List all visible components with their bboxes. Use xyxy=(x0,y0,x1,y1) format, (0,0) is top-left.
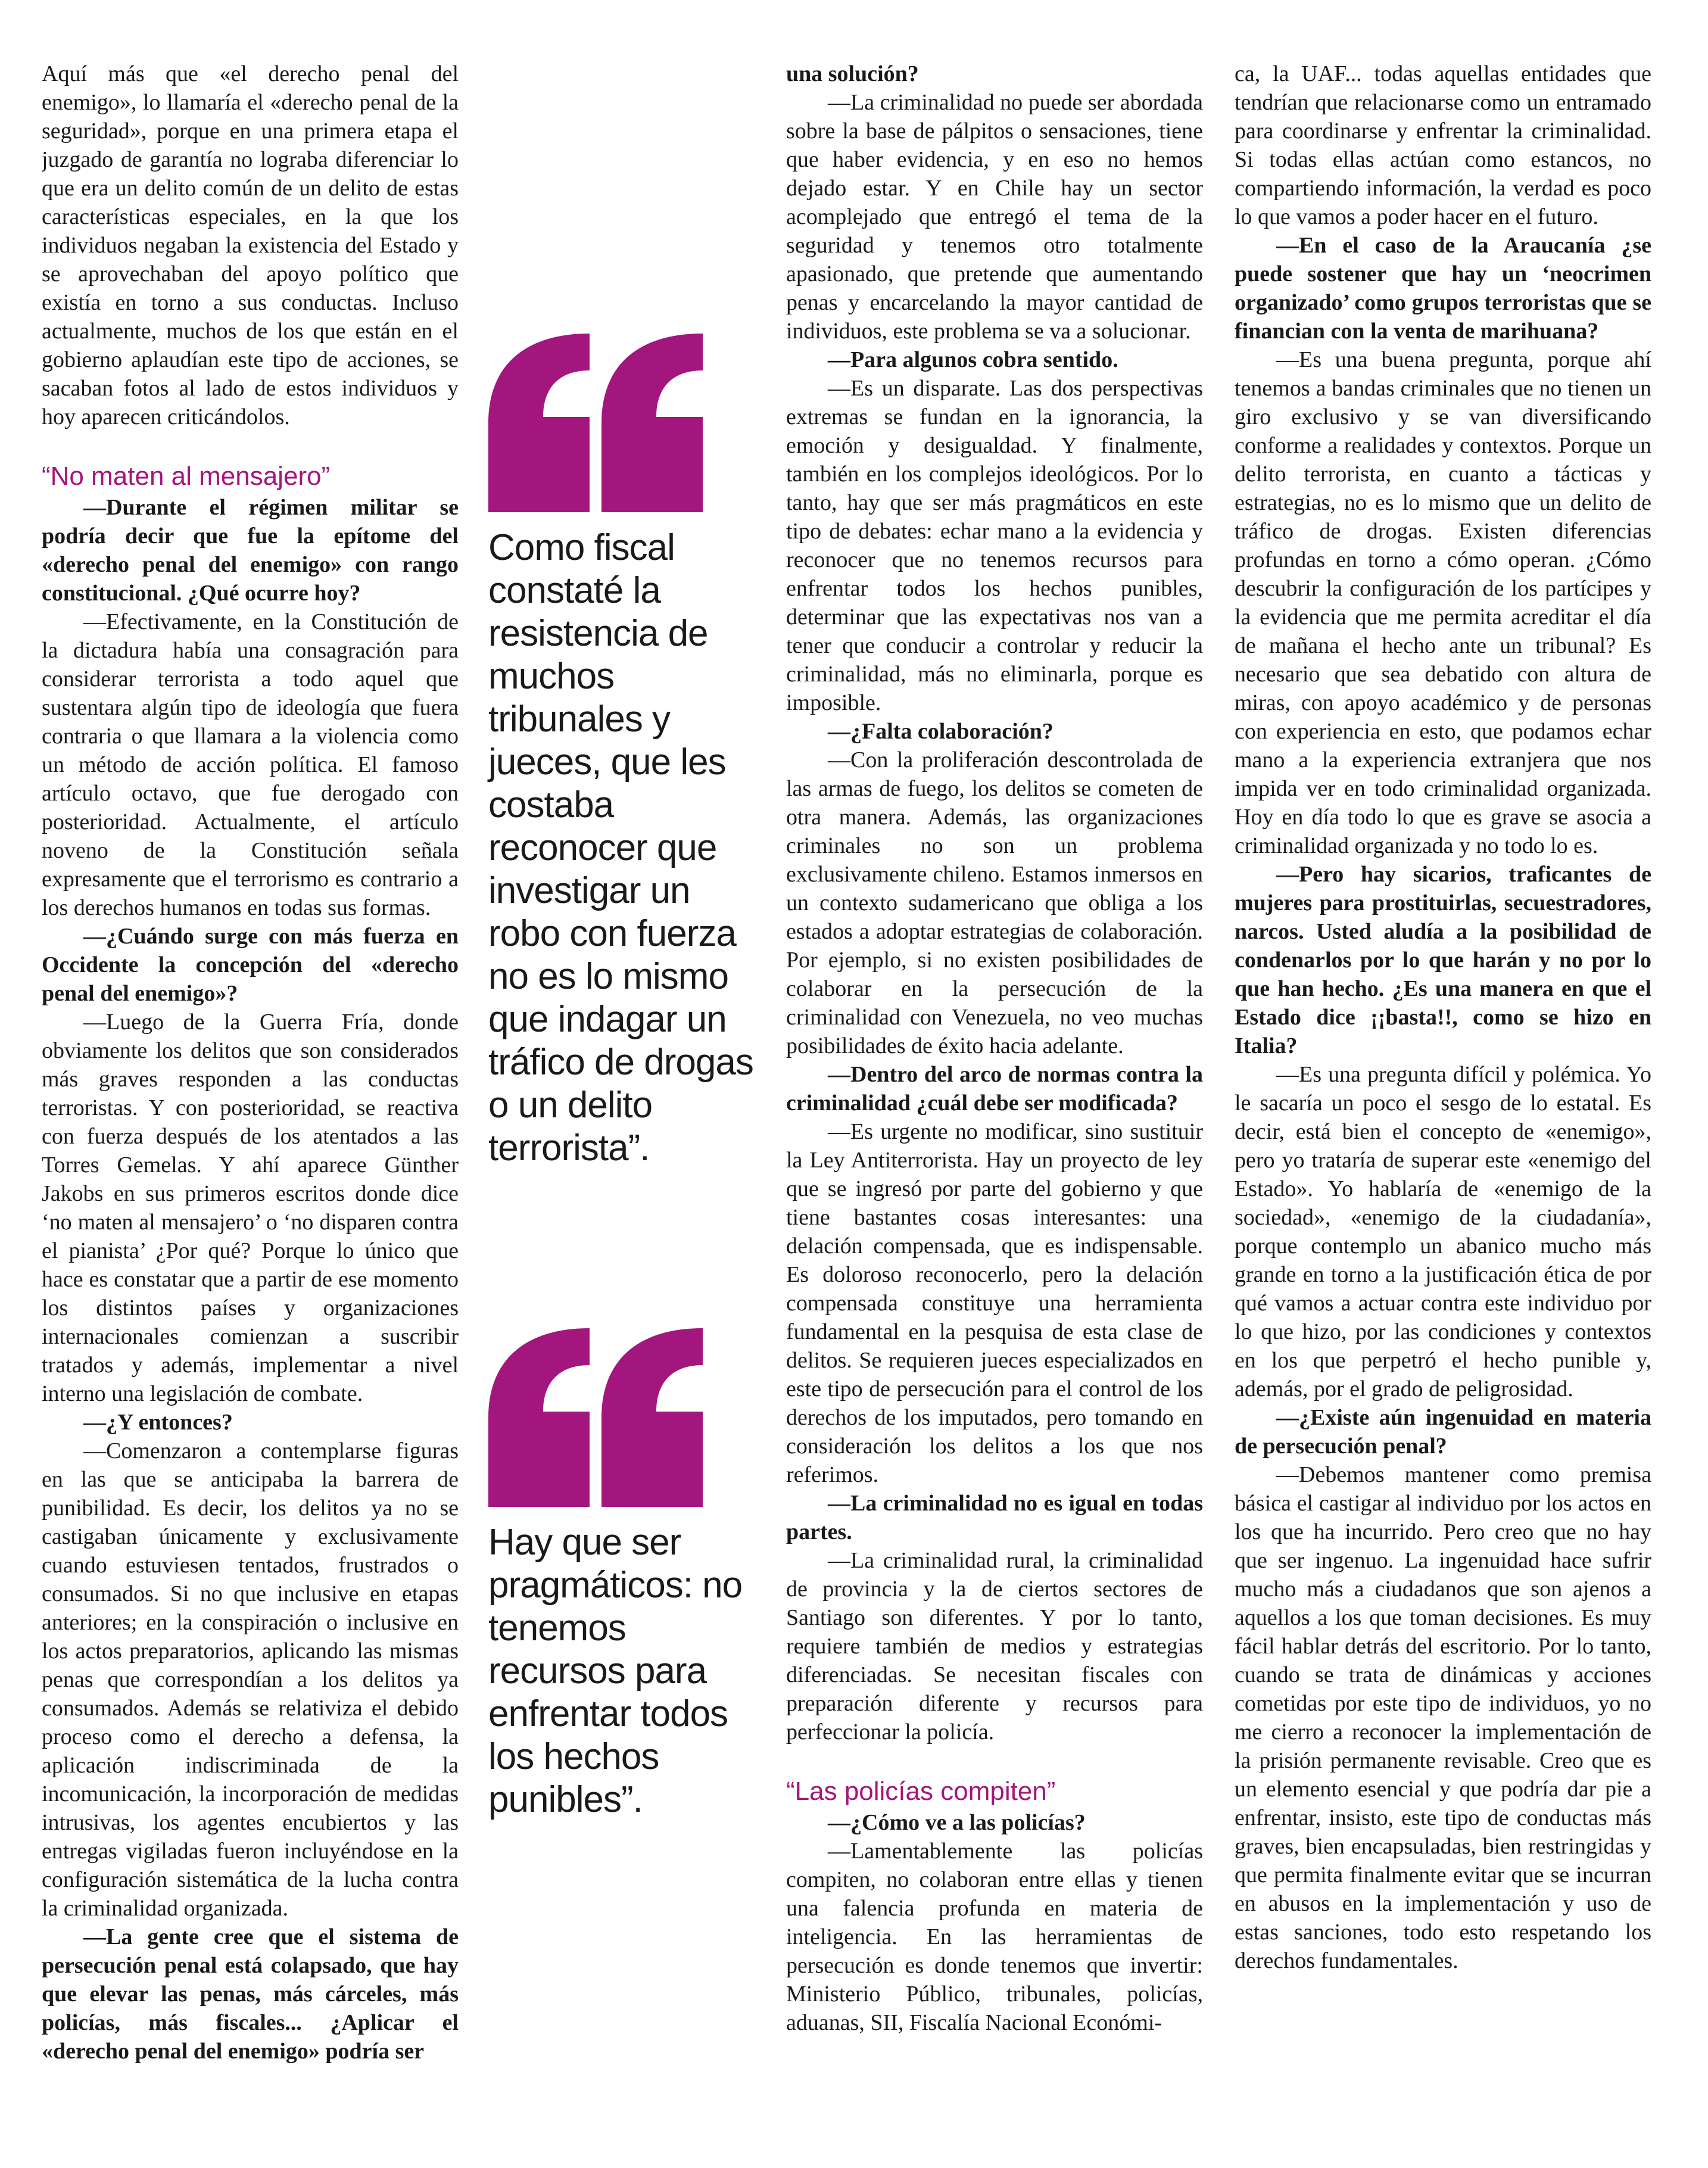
paragraph: Aquí más que «el derecho penal del enemigo», lo llamaría el «derecho penal de la seguridad», porque en una primera etapa el juzgado de garantía no lograba diferenciar lo que era un delito común de un delito de estas características especiales, en la que los individuos negaban la existencia del Estado y se aprovechaban del apoyo político que existía en torno a sus conductas. Incluso actualmente, muchos de los que están en el gobierno aplaudían este tipo de acciones, se sacaban fotos al lado de estos individuos y hoy aparecen criticándolos. xyxy=(42,61,459,429)
pull-quote-text: Como fiscal constaté la resistencia de muchos tribunales y jueces, que les costaba reconocer que investigar un robo con fuerza no es lo mismo que indagar un tráfico de drogas o un delito terrorista”. xyxy=(488,527,753,1169)
interview-question: —Pero hay sicarios, traficantes de mujeres para prostituirlas, secuestradores, narcos. Usted aludía a la posibilidad de condenarlos por lo que harán y no por lo que han hecho. ¿Es una manera en que el Estado dice ¡¡basta!!, como se hizo en Italia? xyxy=(1235,862,1651,1058)
interview-question: —Durante el régimen militar se podría decir que fue la epítome del «derecho penal del enemigo» con rango constitucional. ¿Qué ocurre hoy? xyxy=(42,495,459,606)
section-heading: “No maten al mensajero” xyxy=(42,462,331,491)
interview-answer: ca, la UAF... todas aquellas entidades que tendrían que relacionarse como un entramado para coordinarse y enfrentar la criminalidad. Si todas ellas actúan como estancos, no compartiendo información, la verdad es poco lo que vamos a poder hacer en el futuro. xyxy=(1235,61,1651,229)
opening-quote-icon xyxy=(488,334,703,512)
article-column-3 xyxy=(786,60,1203,2156)
interview-question: —¿Falta colaboración? xyxy=(828,719,1054,744)
interview-answer: —Efectivamente, en la Constitución de la dictadura había una consagración para considerar terrorista a todo aquel que sustentara algún tipo de ideología que fuera contraria o que llamara a la violencia como un método de acción política. El famoso artículo octavo, que fue derogado con posterioridad. Actualmente, el artículo noveno de la Constitución señala expresamente que el terrorismo es contrario a los derechos humanos en todas sus formas. xyxy=(42,609,459,920)
article-column-1 xyxy=(42,60,459,2156)
article-column-4 xyxy=(1235,60,1651,2156)
interview-answer: —Debemos mantener como premisa básica el castigar al individuo por los actos en los que ha incurrido. Pero creo que no hay que ser ingenuo. La ingenuidad hace sufrir mucho más a ciudadanos que son ajenos a aquellos a los que toman decisiones. Es muy fácil hablar detrás del escritorio. Por lo tanto, cuando se trata de dinámicas y acciones cometidas por este tipo de individuos, yo no me cierro a reconocer la implementación de la prisión permanente revisable. Creo que es un elemento esencial y que podría dar pie a enfrentar, insisto, este tipo de conductas más graves, bien encapsuladas, bien restringidas y que permita finalmente evitar que se incurran en abusos en la implementación y uso de estas sanciones, todo esto respetando los derechos fundamentales. xyxy=(1235,1462,1651,1973)
interview-answer: —Con la proliferación descontrolada de las armas de fuego, los delitos se cometen de otra manera. Además, las organizaciones criminales no son un problema exclusivamente chileno. Estamos inmersos en un contexto sudamericano que obliga a los estados a adoptar estrategias de colaboración. Por ejemplo, si no existen posibilidades de colaborar en la persecución de la criminalidad con Venezuela, no veo muchas posibilidades de éxito hacia adelante. xyxy=(786,747,1203,1058)
interview-answer: —Es una buena pregunta, porque ahí tenemos a bandas criminales que no tienen un giro exclusivo y se van diversificando conforme a realidades y contextos. Porque un delito terrorista, en cuanto a tácticas y estrategias, no es lo mismo que un delito de tráfico de drogas. Existen diferencias profundas en torno a cómo operan. ¿Cómo descubrir la configuración de los partícipes y la evidencia que me permita acreditar el día de mañana el hecho ante un tribunal? Es necesario que sea debatido con altura de miras, con apoyo académico y de personas con experiencia en esto, que podamos echar mano a la experiencia extranjera que nos impida ver en todo criminalidad organizada. Hoy en día todo lo que es grave se asocia a criminalidad organizada y no todo lo es. xyxy=(1235,347,1651,858)
interview-answer: —Es urgente no modificar, sino sustituir la Ley Antiterrorista. Hay un proyecto de ley que se ingresó por parte del gobierno y que tiene bastantes cosas interesantes: una delación compensada, que es indispensable. Es doloroso reconocerlo, pero la delación compensada constituye una herramienta fundamental en la pesquisa de esta clase de delitos. Se requieren jueces especializados en este tipo de persecución para el control de los derechos de los imputados, pero tomando en consideración los delitos a los que nos referimos. xyxy=(786,1119,1203,1487)
interview-question: —¿Existe aún ingenuidad en materia de persecución penal? xyxy=(1235,1405,1651,1459)
pull-quote-text: Hay que ser pragmáticos: no tenemos recursos para enfrentar todos los hechos punibles”. xyxy=(488,1522,743,1820)
interview-answer: —Es una pregunta difícil y polémica. Yo le sacaría un poco el sesgo de lo estatal. Es decir, está bien el concepto de «enemigo», pero yo trataría de superar este «enemigo del Estado». Yo hablaría de «enemigo de la sociedad», «enemigo de la ciudadanía», porque contemplo un abanico mucho más grande en torno a la justificación ética de por qué vamos a actuar contra este individuo por lo que hizo, por las condiciones y contextos en los que perpetró el hecho punible y, además, por el grado de peligrosidad. xyxy=(1235,1062,1651,1401)
interview-answer: —Es un disparate. Las dos perspectivas extremas se fundan en la ignorancia, la emoción y desigualdad. Y finalmente, también en los complejos ideológicos. Por lo tanto, hay que ser más pragmáticos en este tipo de debates: echar mano a la evidencia y reconocer que no tenemos recursos para enfrentar todos los hechos punibles, determinar que las expectativas nos van a tener que conducir a controlar y reducir la criminalidad, más no eliminarla, porque es imposible. xyxy=(786,376,1203,715)
interview-question: —Dentro del arco de normas contra la criminalidad ¿cuál debe ser modificada? xyxy=(786,1062,1203,1116)
pull-quote-1 xyxy=(488,334,756,1170)
interview-question: —En el caso de la Araucanía ¿se puede sostener que hay un ‘neocrimen organizado’ como grupos terroristas que se financian con la venta de marihuana? xyxy=(1235,233,1651,344)
interview-answer: —La criminalidad no puede ser abordada sobre la base de pálpitos o sensaciones, tiene que haber evidencia, y en eso no hemos dejado estar. Y en Chile hay un sector acomplejado que entregó el tema de la seguridad y tenemos otro totalmente apasionado, que pretende que aumentando penas y encarcelando la mayor cantidad de individuos, este problema se va a solucionar. xyxy=(786,90,1203,344)
opening-quote-icon xyxy=(488,1328,703,1507)
interview-question: una solución? xyxy=(786,61,919,86)
interview-answer: —Comenzaron a contemplarse figuras en las que se anticipaba la barrera de punibilidad. Es decir, los delitos ya no se castigaban únicamente y exclusivamente cuando estuviesen tentados, frustrados o consumados. Si no que inclusive en etapas anteriores; en la conspiración o inclusive en los actos preparatorios, aplicando las mismas penas que correspondían a los delitos ya consumados. Además se relativiza el debido proceso como el derecho a defensa, la aplicación indiscriminada de la incomunicación, la incorporación de medidas intrusivas, los agentes encubiertos y las entregas vigiladas fueron incluyéndose en la configuración sistemática de la lucha contra la criminalidad organizada. xyxy=(42,1438,459,1921)
interview-question: —¿Y entonces? xyxy=(83,1410,233,1435)
interview-question: —Para algunos cobra sentido. xyxy=(828,347,1118,372)
section-heading: “Las policías compiten” xyxy=(786,1777,1056,1806)
interview-question: —La gente cree que el sistema de persecución penal está colapsado, que hay que elevar las penas, más cárceles, más policías, más fiscales... ¿Aplicar el «derecho penal del enemigo» podría ser xyxy=(42,1924,459,2064)
pull-quote-2 xyxy=(488,1328,756,1821)
interview-answer: —Luego de la Guerra Fría, donde obviamente los delitos que son considerados más graves responden a las conductas terroristas. Y con posterioridad, se reactiva con fuerza después de los atentados a las Torres Gemelas. Y ahí aparece Günther Jakobs en sus primeros escritos donde dice ‘no maten al mensajero’ o ‘no disparen contra el pianista’ ¿Por qué? Porque lo único que hace es constatar que a partir de ese momento los distintos países y organizaciones internacionales comienzan a suscribir tratados y además, implementar a nivel interno una legislación de combate. xyxy=(42,1010,459,1406)
interview-question: —¿Cómo ve a las policías? xyxy=(828,1810,1086,1835)
interview-answer: —Lamentablemente las policías compiten, no colaboran entre ellas y tienen una falencia profunda en materia de inteligencia. En las herramientas de persecución es donde tenemos que invertir: Ministerio Público, tribunales, policías, aduanas, SII, Fiscalía Nacional Económi- xyxy=(786,1839,1203,2035)
interview-question: —La criminalidad no es igual en todas partes. xyxy=(786,1491,1203,1544)
interview-answer: —La criminalidad rural, la criminalidad de provincia y la de ciertos sectores de Santiago son diferentes. Y por lo tanto, requiere también de medios y estrategias diferenciadas. Se necesitan fiscales con preparación diferente y recursos para perfeccionar la policía. xyxy=(786,1548,1203,1745)
interview-question: —¿Cuándo surge con más fuerza en Occidente la concepción del «derecho penal del enemigo»? xyxy=(42,924,459,1006)
